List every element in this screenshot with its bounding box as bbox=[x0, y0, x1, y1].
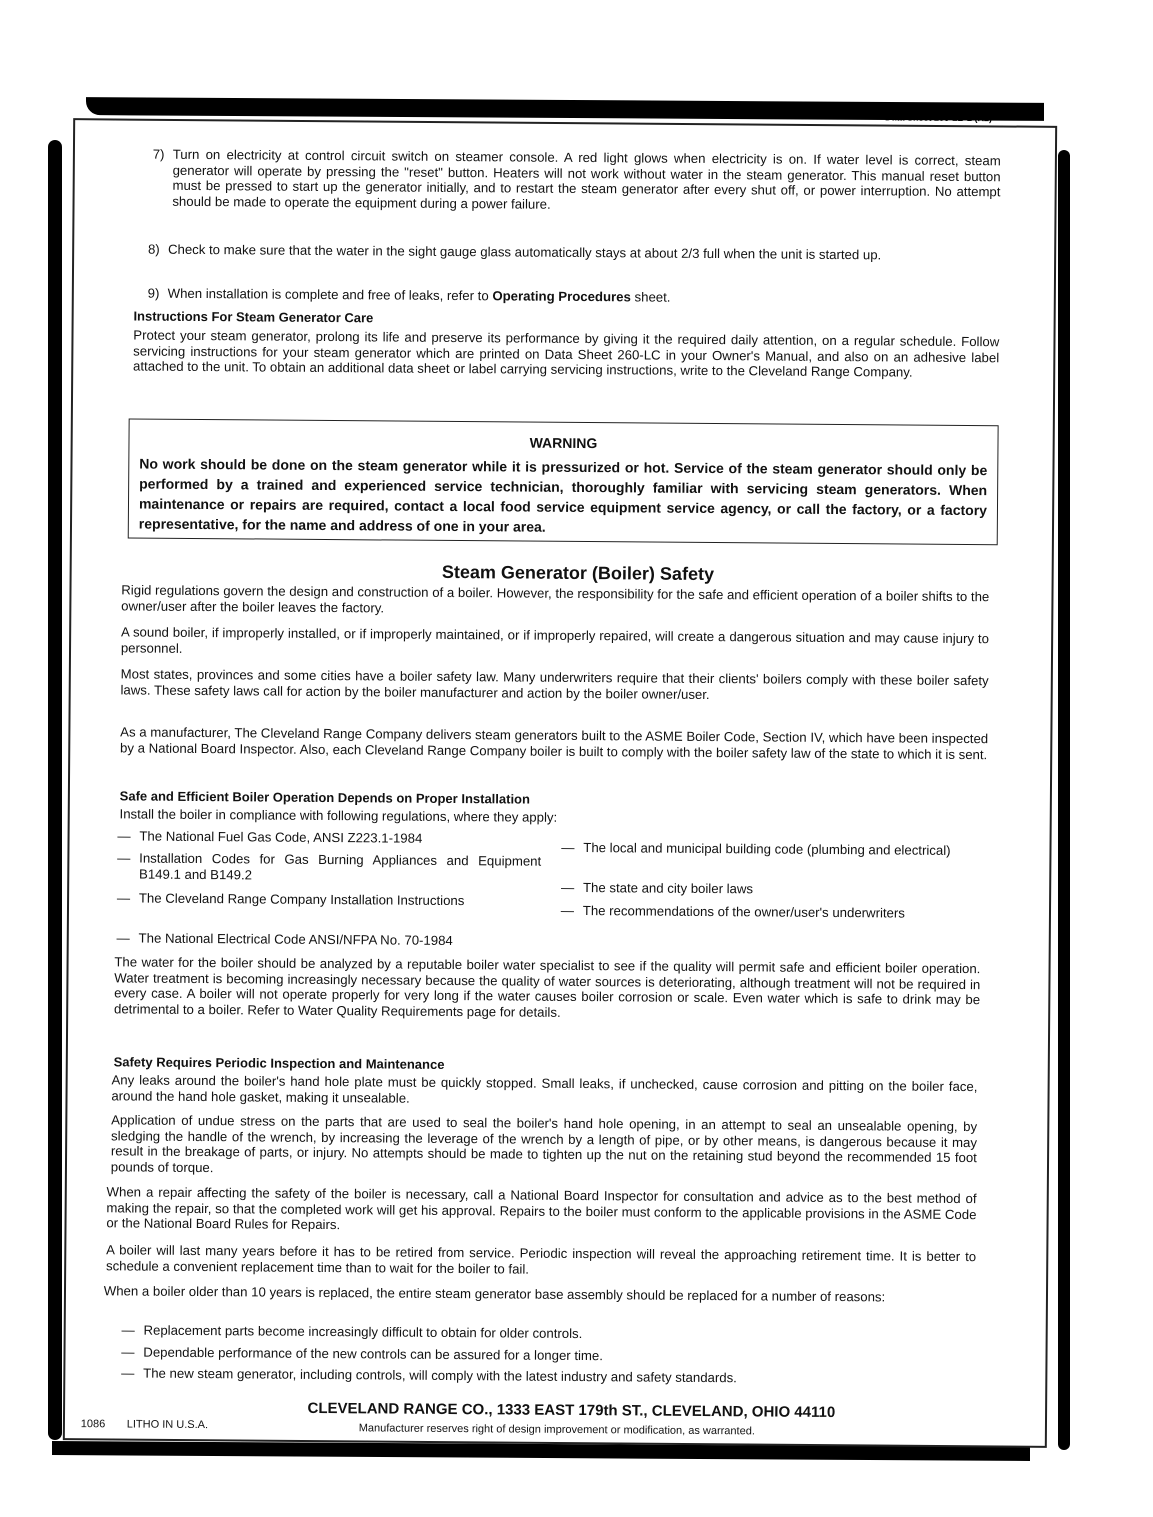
safety-paragraph-3: Most states, provinces and some cities have a boiler safety law. Many underwriters require that their clients' boilers comply with these boiler safety laws. These safety laws call for action by the boiler manufacturer and action by the boiler owner/user. bbox=[120, 666, 989, 702]
warning-text: No work should be done on the steam generator while it is pressurized or hot. Service of the steam generator should only be performed by a trained and experienced service technician, thoroughly familiar with servicing steam generators. When maintenance or repairs are required, contact a local food service equipment service agency, or call the factory, or a factory representative, for the name and address of one in your area. bbox=[138, 455, 988, 535]
reason-item: — Replacement parts become increasingly difficult to obtain for older controls. bbox=[121, 1322, 583, 1342]
sheet-reference: Data Sheet 260-LB-2 (R2) bbox=[885, 112, 993, 124]
step-number: 8) bbox=[147, 241, 160, 257]
step-7 bbox=[152, 147, 1000, 216]
maintenance-heading: Safety Requires Periodic Inspection and Maintenance bbox=[113, 1054, 445, 1072]
installation-heading: Safe and Efficient Boiler Operation Depends on Proper Installation bbox=[119, 788, 531, 807]
maintenance-paragraph-3: When a repair affecting the safety of the boiler is necessary, call a National Board Inspector for consultation and advice as to the best method of making the repair, so that the completed work will get his approval. Repairs to the boiler must conform to the applicable provisions in the ASME Code or the National Board Rules for Repairs. bbox=[106, 1184, 977, 1233]
maintenance-paragraph-5: When a boiler older than 10 years is replaced, the entire steam generator base assembly should be replaced for a number of reasons: bbox=[103, 1283, 886, 1305]
maintenance-paragraph-1: Any leaks around the boiler's hand hole plate must be quickly stopped. Small leaks, if unchecked, cause corrosion and pitting on the boiler face, around the hand hole gasket, making it unsealable. bbox=[111, 1072, 978, 1106]
step-text: Check to make sure that the water in the sight gauge glass automatically stays at about 2/3 full when the unit is started up. bbox=[167, 241, 882, 263]
regulation-item: — The National Fuel Gas Code, ANSI Z223.1-1984 bbox=[117, 828, 423, 846]
litho-note: LITHO IN U.S.A. bbox=[126, 1418, 209, 1432]
maintenance-paragraph-4: A boiler will last many years before it has to be retired from service. Periodic inspection will reveal the approaching retirement time. It is better to schedule a convenient replacement time than to wait for the boiler to fail. bbox=[105, 1242, 977, 1277]
reason-item: — The new steam generator, including controls, will comply with the latest industry and safety standards. bbox=[121, 1365, 737, 1386]
warning-title: WARNING bbox=[529, 434, 598, 452]
warning-box bbox=[128, 418, 999, 545]
regulation-item: — Installation Codes for Gas Burning Appliances and Equipment B149.1 and B149.2 bbox=[117, 850, 542, 883]
step-9 bbox=[148, 286, 1000, 308]
safety-paragraph-4: As a manufacturer, The Cleveland Range Company delivers steam generators built to the ASME Boiler Code, Section IV, which have been inspected by a National Board Inspector. Also, each Cleveland Range Company boiler is built to comply with the boiler safety law of the state to which it is sent. bbox=[120, 724, 989, 762]
maintenance-paragraph-2: Application of undue stress on the parts that are used to seal the boiler's hand hole opening, in an attempt to seal an unsealable opening, by sledging the handle of the wrench, by increasing the leverage of the wrench by a length of pipe, or by other means, is dangerous because it may result in the breakage of parts, or injury. No attempts should be made to tighten up the nut on the retaining stud beyond the recommended 15 foot pounds of torque. bbox=[110, 1112, 978, 1175]
safety-paragraph-2: A sound boiler, if improperly installed, or if improperly maintained, or if improperly repaired, will create a dangerous situation and may cause injury to personnel. bbox=[120, 624, 990, 656]
step-text: When installation is complete and free of leaks, refer to Operating Procedures sheet. bbox=[167, 285, 671, 305]
installation-intro: Install the boiler in compliance with following regulations, where they apply: bbox=[119, 806, 558, 825]
regulation-item: — The National Electrical Code ANSI/NFPA No. 70-1984 bbox=[116, 930, 453, 949]
reason-item: — Dependable performance of the new controls can be assured for a longer time. bbox=[121, 1344, 604, 1364]
regulation-item: — The recommendations of the owner/user's underwriters bbox=[560, 902, 905, 921]
safety-title: Steam Generator (Boiler) Safety bbox=[441, 561, 715, 585]
step-number: 9) bbox=[147, 285, 160, 301]
step-text: Turn on electricity at control circuit switch on steamer console. A red light glows when electricity is on. If water level is correct, steam generator will operate by pressing the "reset" button. Heaters will not work without water in the steam generator. This manual reset button must be pressed to start up the generator initially, and to restart the steam generator after every shut off, or power interruption. No attempt should be made to operate the equipment during a power failure. bbox=[172, 146, 1001, 212]
regulation-item: — The Cleveland Range Company Installation Instructions bbox=[116, 890, 465, 909]
regulation-item: — The local and municipal building code (plumbing and electrical) bbox=[561, 839, 951, 858]
operating-procedures-reference: Operating Procedures bbox=[492, 288, 631, 305]
print-code: 1086 bbox=[80, 1418, 106, 1431]
regulation-item: — The state and city boiler laws bbox=[560, 879, 754, 897]
step-8 bbox=[148, 242, 1000, 264]
disclaimer: Manufacturer reserves right of design improvement or modification, as warranted. bbox=[358, 1422, 755, 1438]
step-number: 7) bbox=[152, 146, 165, 162]
water-paragraph: The water for the boiler should be analyzed by a reputable boiler water specialist to see if the quality will permit safe and efficient boiler operation. Water treatment is becoming increasingly necessary because the quality of water sources is deteriorating, although treatment will not be required in every case. A boiler will not operate properly for very long if the water causes boiler corrosion or scale. Even water which is safe to drink may be detrimental to a boiler. Refer to Water Quality Requirements page for details. bbox=[113, 954, 981, 1020]
care-heading: Instructions For Steam Generator Care bbox=[133, 308, 374, 326]
care-paragraph: Protect your steam generator, prolong its life and preserve its performance by giving it the required daily attention, on a regular schedule. Follow servicing instructions for your steam generator which are printed on Data Sheet 260-LC in your Owner's Manual, and also on an adhesive label attached to the unit. To obtain an additional data sheet or label carrying servicing instructions, write to the Cleveland Range Company. bbox=[133, 327, 1000, 380]
company-address: CLEVELAND RANGE CO., 1333 EAST 179th ST., CLEVELAND, OHIO 44110 bbox=[307, 1399, 836, 1422]
safety-paragraph-1: Rigid regulations govern the design and construction of a boiler. However, the responsibility for the safe and efficient operation of a boiler shifts to the owner/user after the boiler leaves the factory. bbox=[121, 582, 990, 616]
